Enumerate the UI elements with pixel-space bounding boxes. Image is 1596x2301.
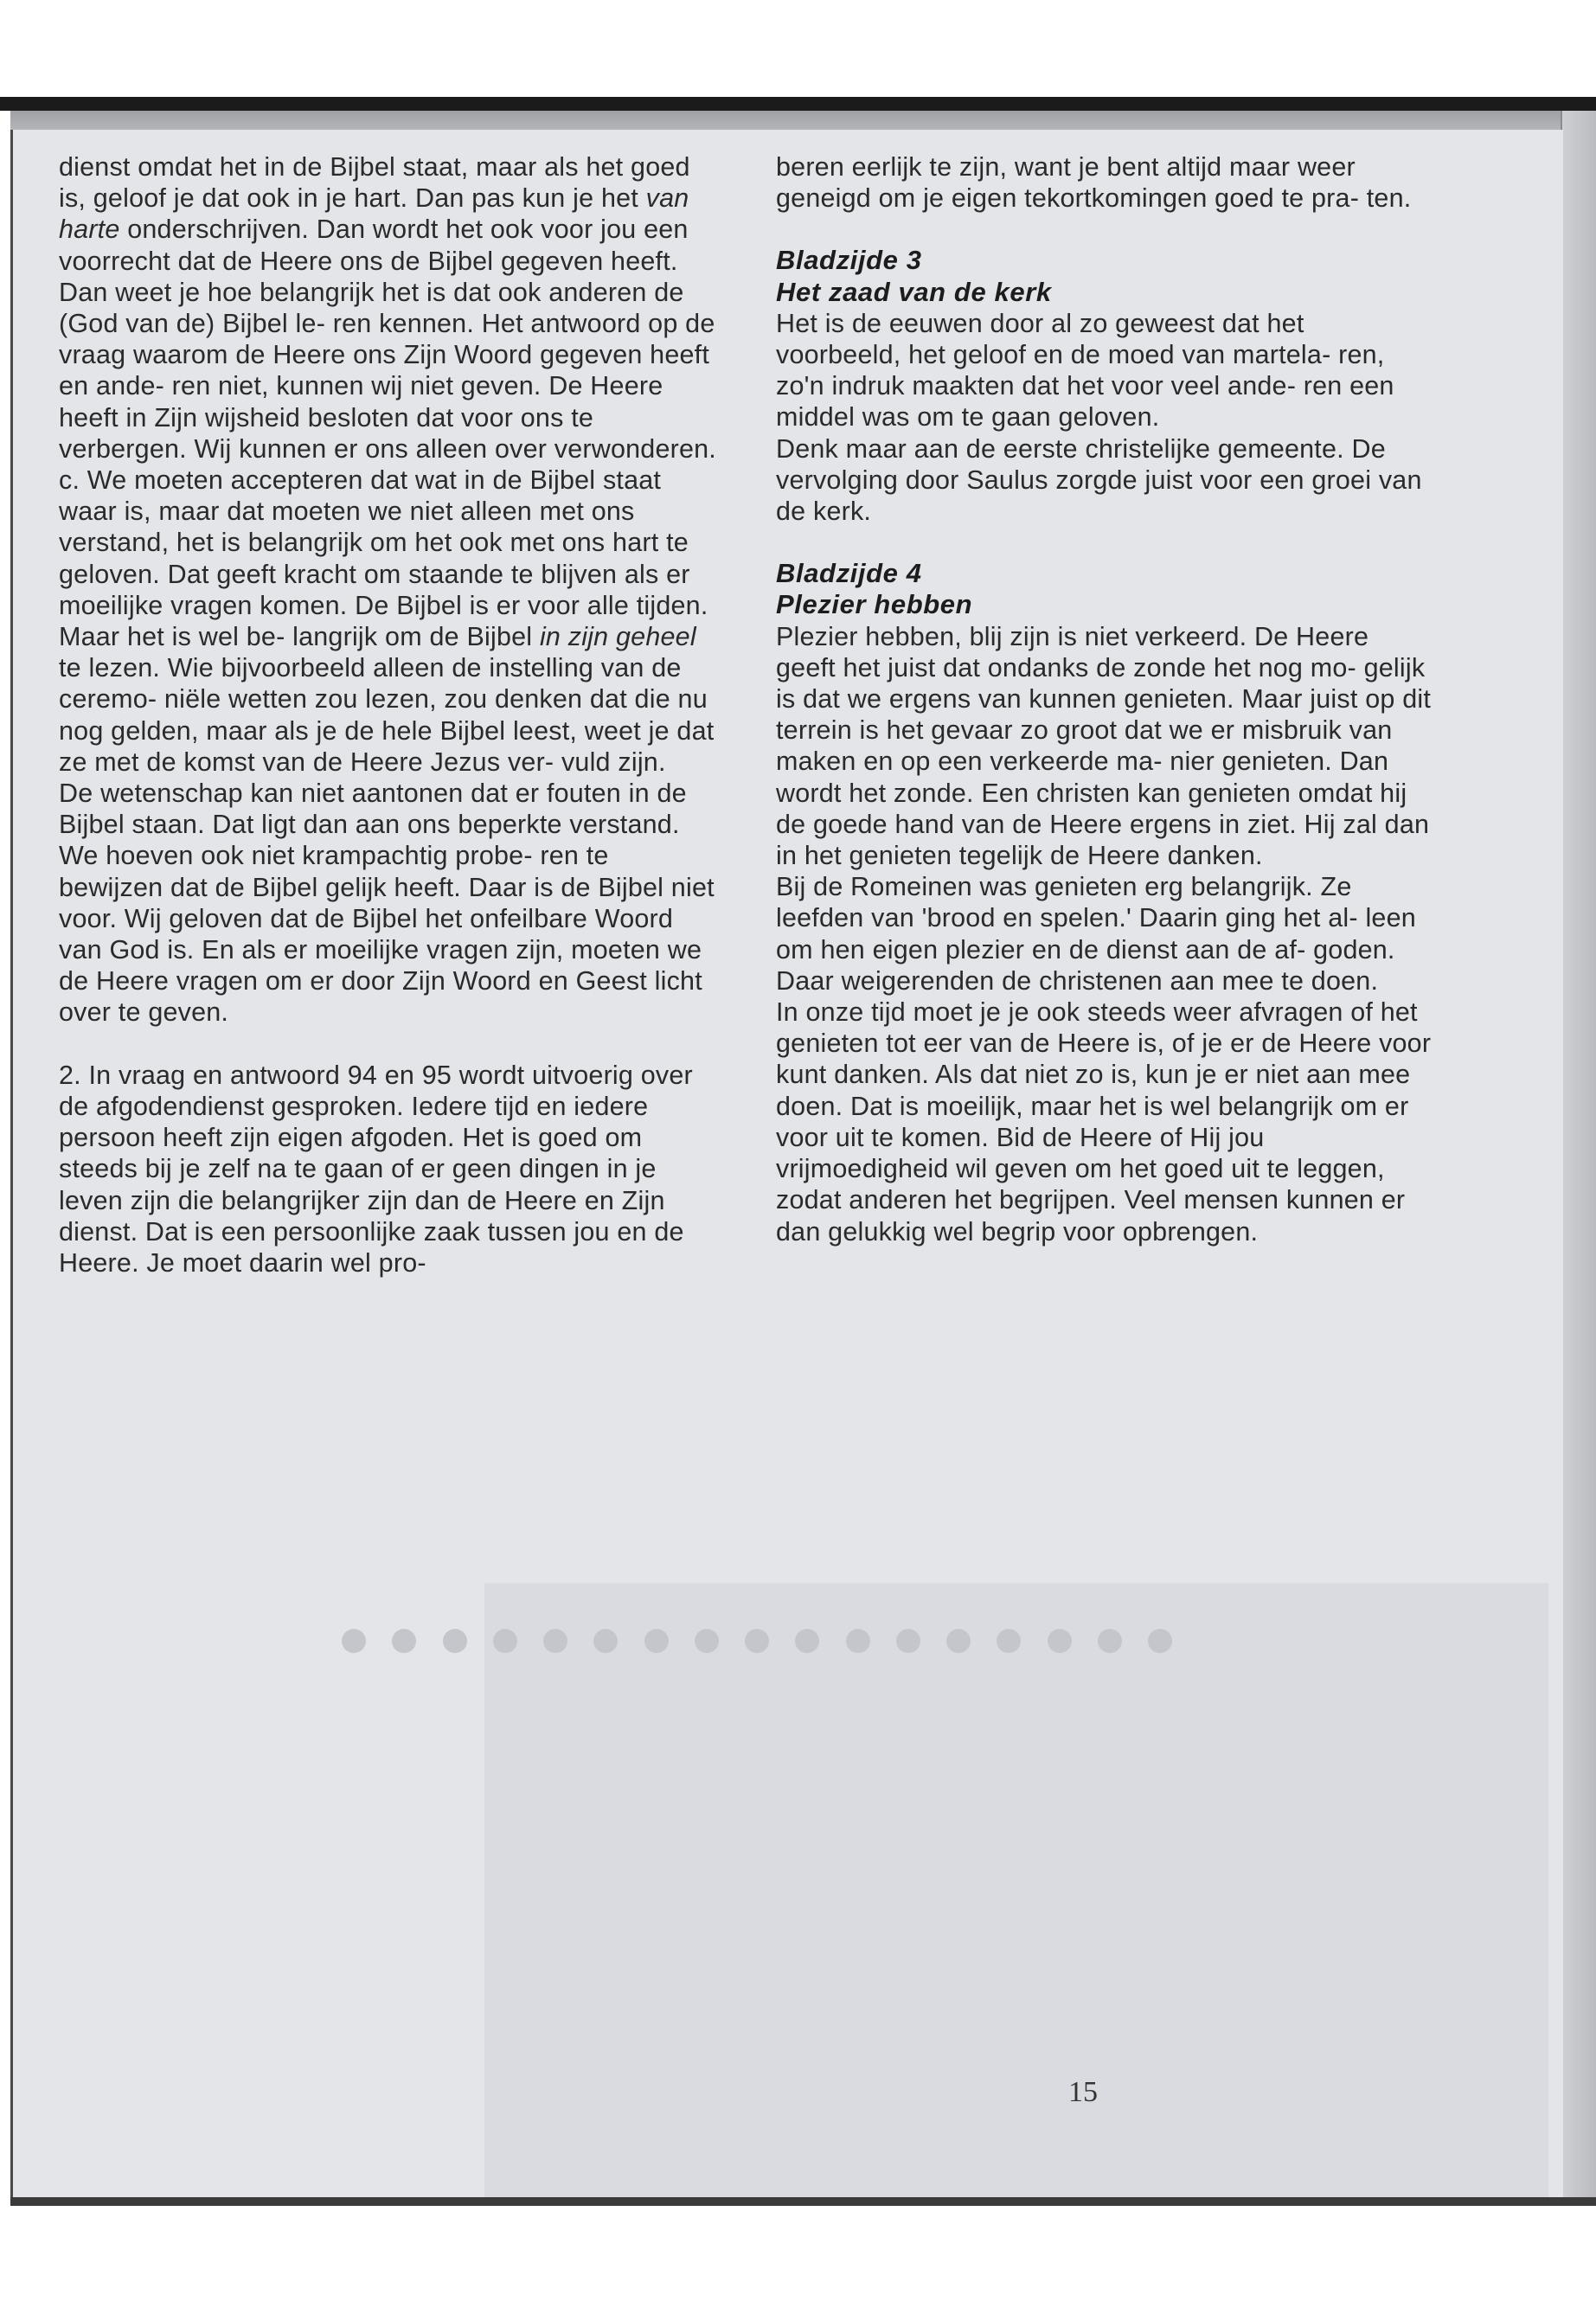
page-number: 15 xyxy=(1068,2076,1098,2108)
section-3-subtitle: Het zaad van de kerk xyxy=(776,276,1052,307)
decorative-dot-icon xyxy=(795,1629,819,1653)
scan-background-top xyxy=(0,0,1596,99)
decorative-dot-icon xyxy=(946,1629,971,1653)
decorative-dot-icon xyxy=(846,1629,870,1653)
left-paragraph-2: c. We moeten accepteren dat wat in de Bijbel staat waar is, maar dat moeten we niet alleen met ons verstand, het is belangrijk om het ook met ons hart te geloven. Dat geeft kracht om staande te blijven als er moeilijke vragen komen. De Bijbel is er voor alle tijden. Maar het is wel be- langrijk om de Bijbel in zijn geheel te lezen. Wie bijvoorbeeld alleen de instelling van de ceremo- niële wetten zou lezen, zou denken dat die nu nog gelden, maar als je de hele Bijbel leest, weet je dat ze met de komst van de Heere Jezus ver- vuld zijn. xyxy=(59,465,715,777)
decorative-dot-row xyxy=(342,1626,1172,1656)
left-paragraph-4: 2. In vraag en antwoord 94 en 95 wordt uitvoerig over de afgodendienst gesproken. Iedere tijd en iedere persoon heeft zijn eigen afgoden. Het is goed om steeds bij je zelf na te gaan of er geen dingen in je leven zijn die belangrijker zijn dan de Heere en Zijn dienst. Dat is een persoonlijke zaak tussen jou en de Heere. Je moet daarin wel pro- xyxy=(59,1060,693,1278)
decorative-dot-icon xyxy=(1098,1629,1122,1653)
left-paragraph-1: dienst omdat het in de Bijbel staat, maar als het goed is, geloof je dat ook in je hart. Dan pas kun je het van harte onderschrijven. Dan wordt het ook voor jou een voorrecht dat de Heere ons de Bijbel gegeven heeft. Dan weet je hoe belangrijk het is dat ook anderen de (God van de) Bijbel le- ren kennen. Het antwoord op de vraag waarom de Heere ons Zijn Woord gegeven heeft en ande- ren niet, kunnen wij niet geven. De Heere heeft in Zijn wijsheid besloten dat voor ons te verbergen. Wij kunnen er ons alleen over verwonderen. xyxy=(59,152,716,464)
decorative-dot-icon xyxy=(342,1629,366,1653)
book-binding-edge xyxy=(0,97,1596,111)
decorative-dot-icon xyxy=(644,1629,669,1653)
background-shade xyxy=(484,1583,1548,2197)
left-column xyxy=(59,151,716,1279)
decorative-dot-icon xyxy=(392,1629,416,1653)
section-4-title: Bladzijde 4 xyxy=(776,558,922,589)
decorative-dot-icon xyxy=(745,1629,769,1653)
decorative-dot-icon xyxy=(695,1629,719,1653)
decorative-dot-icon xyxy=(443,1629,467,1653)
left-paragraph-3: De wetenschap kan niet aantonen dat er fouten in de Bijbel staan. Dat ligt dan aan ons beperkte verstand. We hoeven ook niet krampachtig probe- ren te bewijzen dat de Bijbel gelijk heeft. Daar is de Bijbel niet voor. Wij geloven dat de Bijbel het onfeilbare Woord van God is. En als er moeilijke vragen zijn, moeten we de Heere vragen om er door Zijn Woord en Geest licht over te geven. xyxy=(59,779,715,1028)
decorative-dot-icon xyxy=(593,1629,618,1653)
decorative-dot-icon xyxy=(1048,1629,1072,1653)
decorative-dot-icon xyxy=(493,1629,517,1653)
section-4-paragraph-3: In onze tijd moet je je ook steeds weer afvragen of het genieten tot eer van de Heere is, of je er de Heere voor kunt danken. Als dat niet zo is, kun je er niet aan mee doen. Dat is moeilijk, maar het is wel belangrijk om er voor uit te komen. Bid de Heere of Hij jou vrijmoedigheid wil geven om het goed uit te leggen, zodat anderen het begrijpen. Veel mensen kunnen er dan gelukkig wel begrip voor opbrengen. xyxy=(776,997,1432,1247)
decorative-dot-icon xyxy=(896,1629,920,1653)
section-3-paragraph-1: Het is de eeuwen door al zo geweest dat het voorbeeld, het geloof en de moed van martela- ren, zo'n indruk maakten dat het voor veel ande- ren een middel was om te gaan geloven. xyxy=(776,308,1394,433)
decorative-dot-icon xyxy=(1148,1629,1172,1653)
section-3-paragraph-2: Denk maar aan de eerste christelijke gemeente. De vervolging door Saulus zorgde juist voor een groei van de kerk. xyxy=(776,433,1422,527)
book-spine-edge xyxy=(1561,111,1596,2204)
section-3-title: Bladzijde 3 xyxy=(776,245,922,276)
right-paragraph-1: beren eerlijk te zijn, want je bent altijd maar weer geneigd om je eigen tekortkomingen goed te pra- ten. xyxy=(776,152,1412,214)
section-4-paragraph-1: Plezier hebben, blij zijn is niet verkeerd. De Heere geeft het juist dat ondanks de zonde het nog mo- gelijk is dat we ergens van kunnen genieten. Maar juist op dit terrein is het gevaar zo groot dat we er misbruik van maken en op een verkeerde ma- nier genieten. Dan wordt het zonde. Een christen kan genieten omdat hij de goede hand van de Heere ergens in ziet. Hij zal dan in het genieten tegelijk de Heere danken. xyxy=(776,621,1432,871)
scan-background-bottom xyxy=(0,2206,1596,2301)
right-column xyxy=(776,151,1433,1247)
section-4-subtitle: Plezier hebben xyxy=(776,589,973,620)
decorative-dot-icon xyxy=(997,1629,1021,1653)
section-4-paragraph-2: Bij de Romeinen was genieten erg belangrijk. Ze leefden van 'brood en spelen.' Daarin ging het al- leen om hen eigen plezier en de dienst aan de af- goden. Daar weigerenden de christenen aan mee te doen. xyxy=(776,872,1416,996)
decorative-dot-icon xyxy=(543,1629,567,1653)
page-bottom-edge xyxy=(10,2197,1596,2206)
